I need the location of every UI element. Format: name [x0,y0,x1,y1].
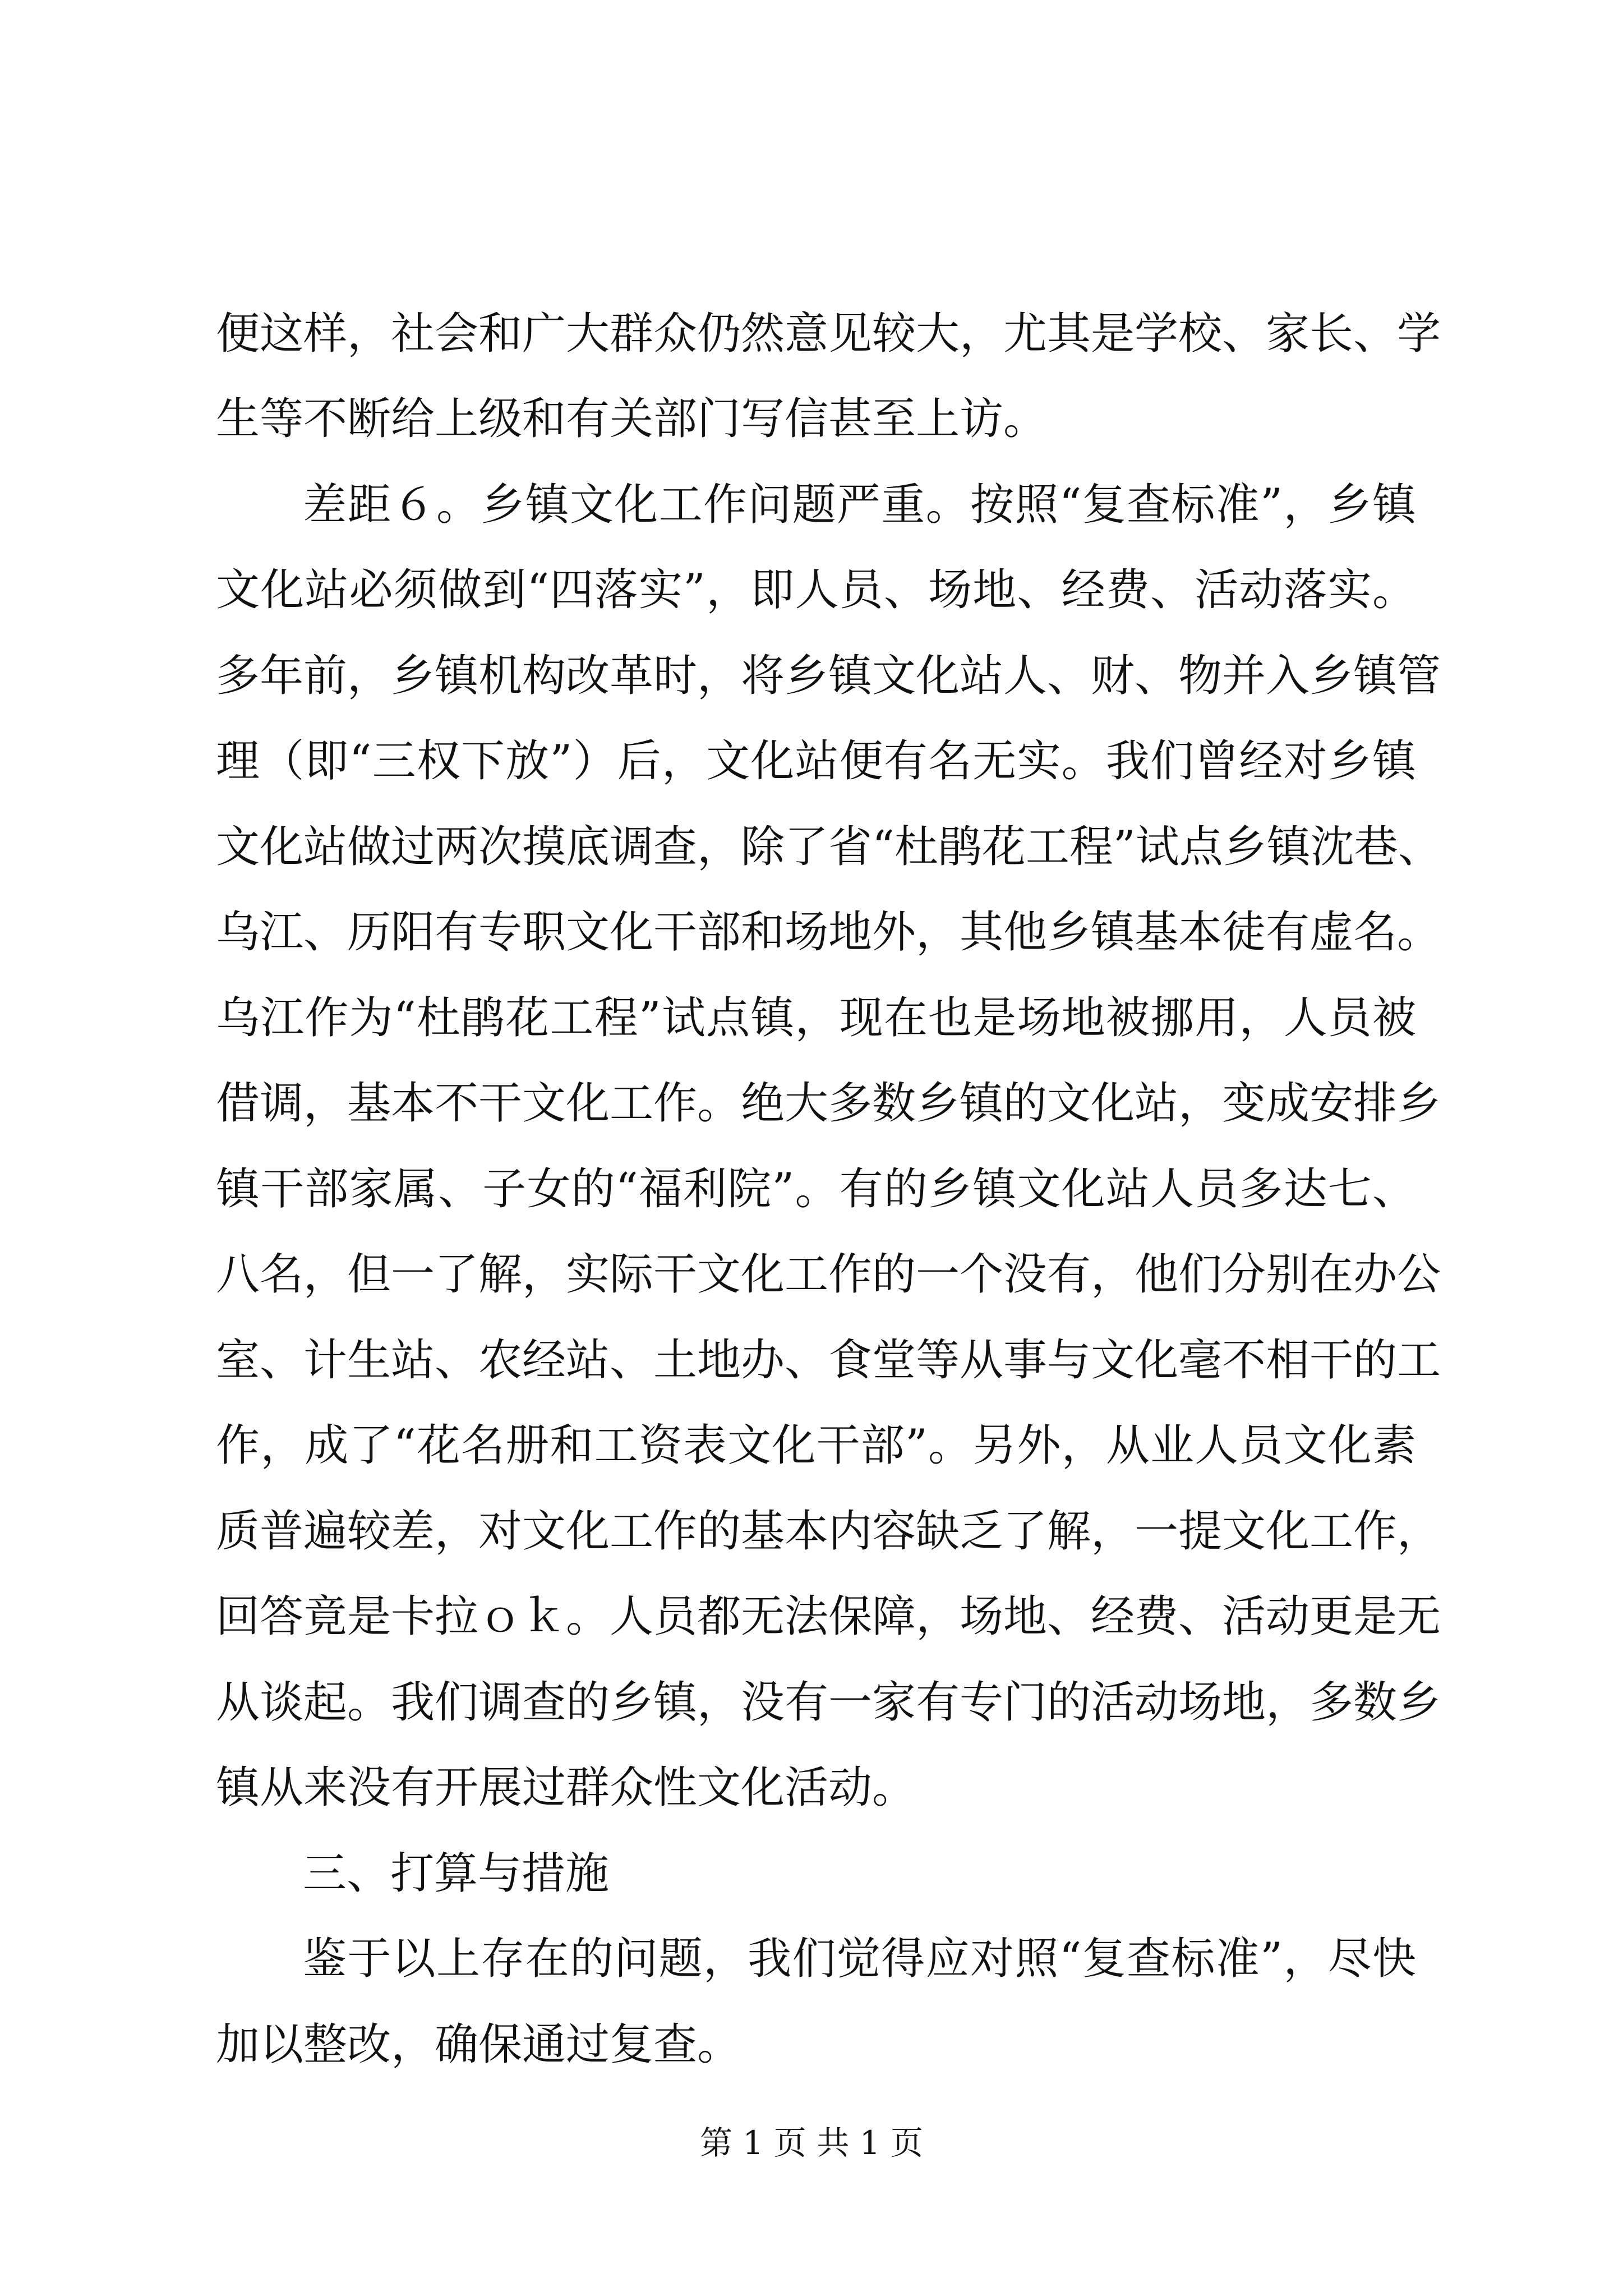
paragraph-line: 镇从来没有开展过群众性文化活动。 [216,1763,916,1813]
paragraph-line: 便这样，社会和广大群众仍然意见较大，尤其是学校、家长、学 [216,309,1441,359]
paragraph-line: 乌江作为“杜鹃花工程”试点镇，现在也是场地被挪用，人员被 [216,993,1416,1043]
paragraph-line: 加以整改，确保通过复查。 [216,2019,741,2070]
paragraph-line: 借调，基本不干文化工作。绝大多数乡镇的文化站，变成安排乡 [216,1078,1441,1129]
paragraph-line: 质普遍较差，对文化工作的基本内容缺乏了解，一提文化工作， [216,1506,1441,1557]
paragraph-line: 文化站做过两次摸底调查，除了省“杜鹃花工程”试点乡镇沈巷、 [216,822,1442,872]
paragraph-line: 多年前，乡镇机构改革时，将乡镇文化站人、财、物并入乡镇管 [216,651,1441,701]
paragraph-line: 镇干部家属、子女的“福利院”。有的乡镇文化站人员多达七、 [216,1164,1416,1214]
paragraph-line: 室、计生站、农经站、土地办、食堂等从事与文化毫不相干的工 [216,1335,1441,1386]
paragraph-line: 差距６。乡镇文化工作问题严重。按照“复查标准”，乡镇 [303,480,1416,530]
paragraph-line: 文化站必须做到“四落实”，即人员、场地、经费、活动落实。 [216,565,1416,615]
paragraph-line: 鉴于以上存在的问题，我们觉得应对照“复查标准”，尽快 [303,1934,1416,1984]
paragraph-line: 乌江、历阳有专职文化干部和场地外，其他乡镇基本徒有虚名。 [216,907,1441,958]
page-footer: 第 1 页 共 1 页 [700,2124,923,2162]
paragraph-line: 生等不断给上级和有关部门写信甚至上访。 [216,394,1048,444]
paragraph-line: 从谈起。我们调查的乡镇，没有一家有专门的活动场地，多数乡 [216,1677,1441,1728]
paragraph-line: 回答竟是卡拉ｏｋ。人员都无法保障，场地、经费、活动更是无 [216,1591,1441,1642]
section-heading: 三、打算与措施 [303,1848,610,1899]
paragraph-line: 作，成了“花名册和工资表文化干部”。另外，从业人员文化素 [216,1420,1416,1471]
paragraph-line: 八名，但一了解，实际干文化工作的一个没有，他们分别在办公 [216,1249,1441,1300]
paragraph-line: 理（即“三权下放”）后，文化站便有名无实。我们曾经对乡镇 [216,736,1416,786]
